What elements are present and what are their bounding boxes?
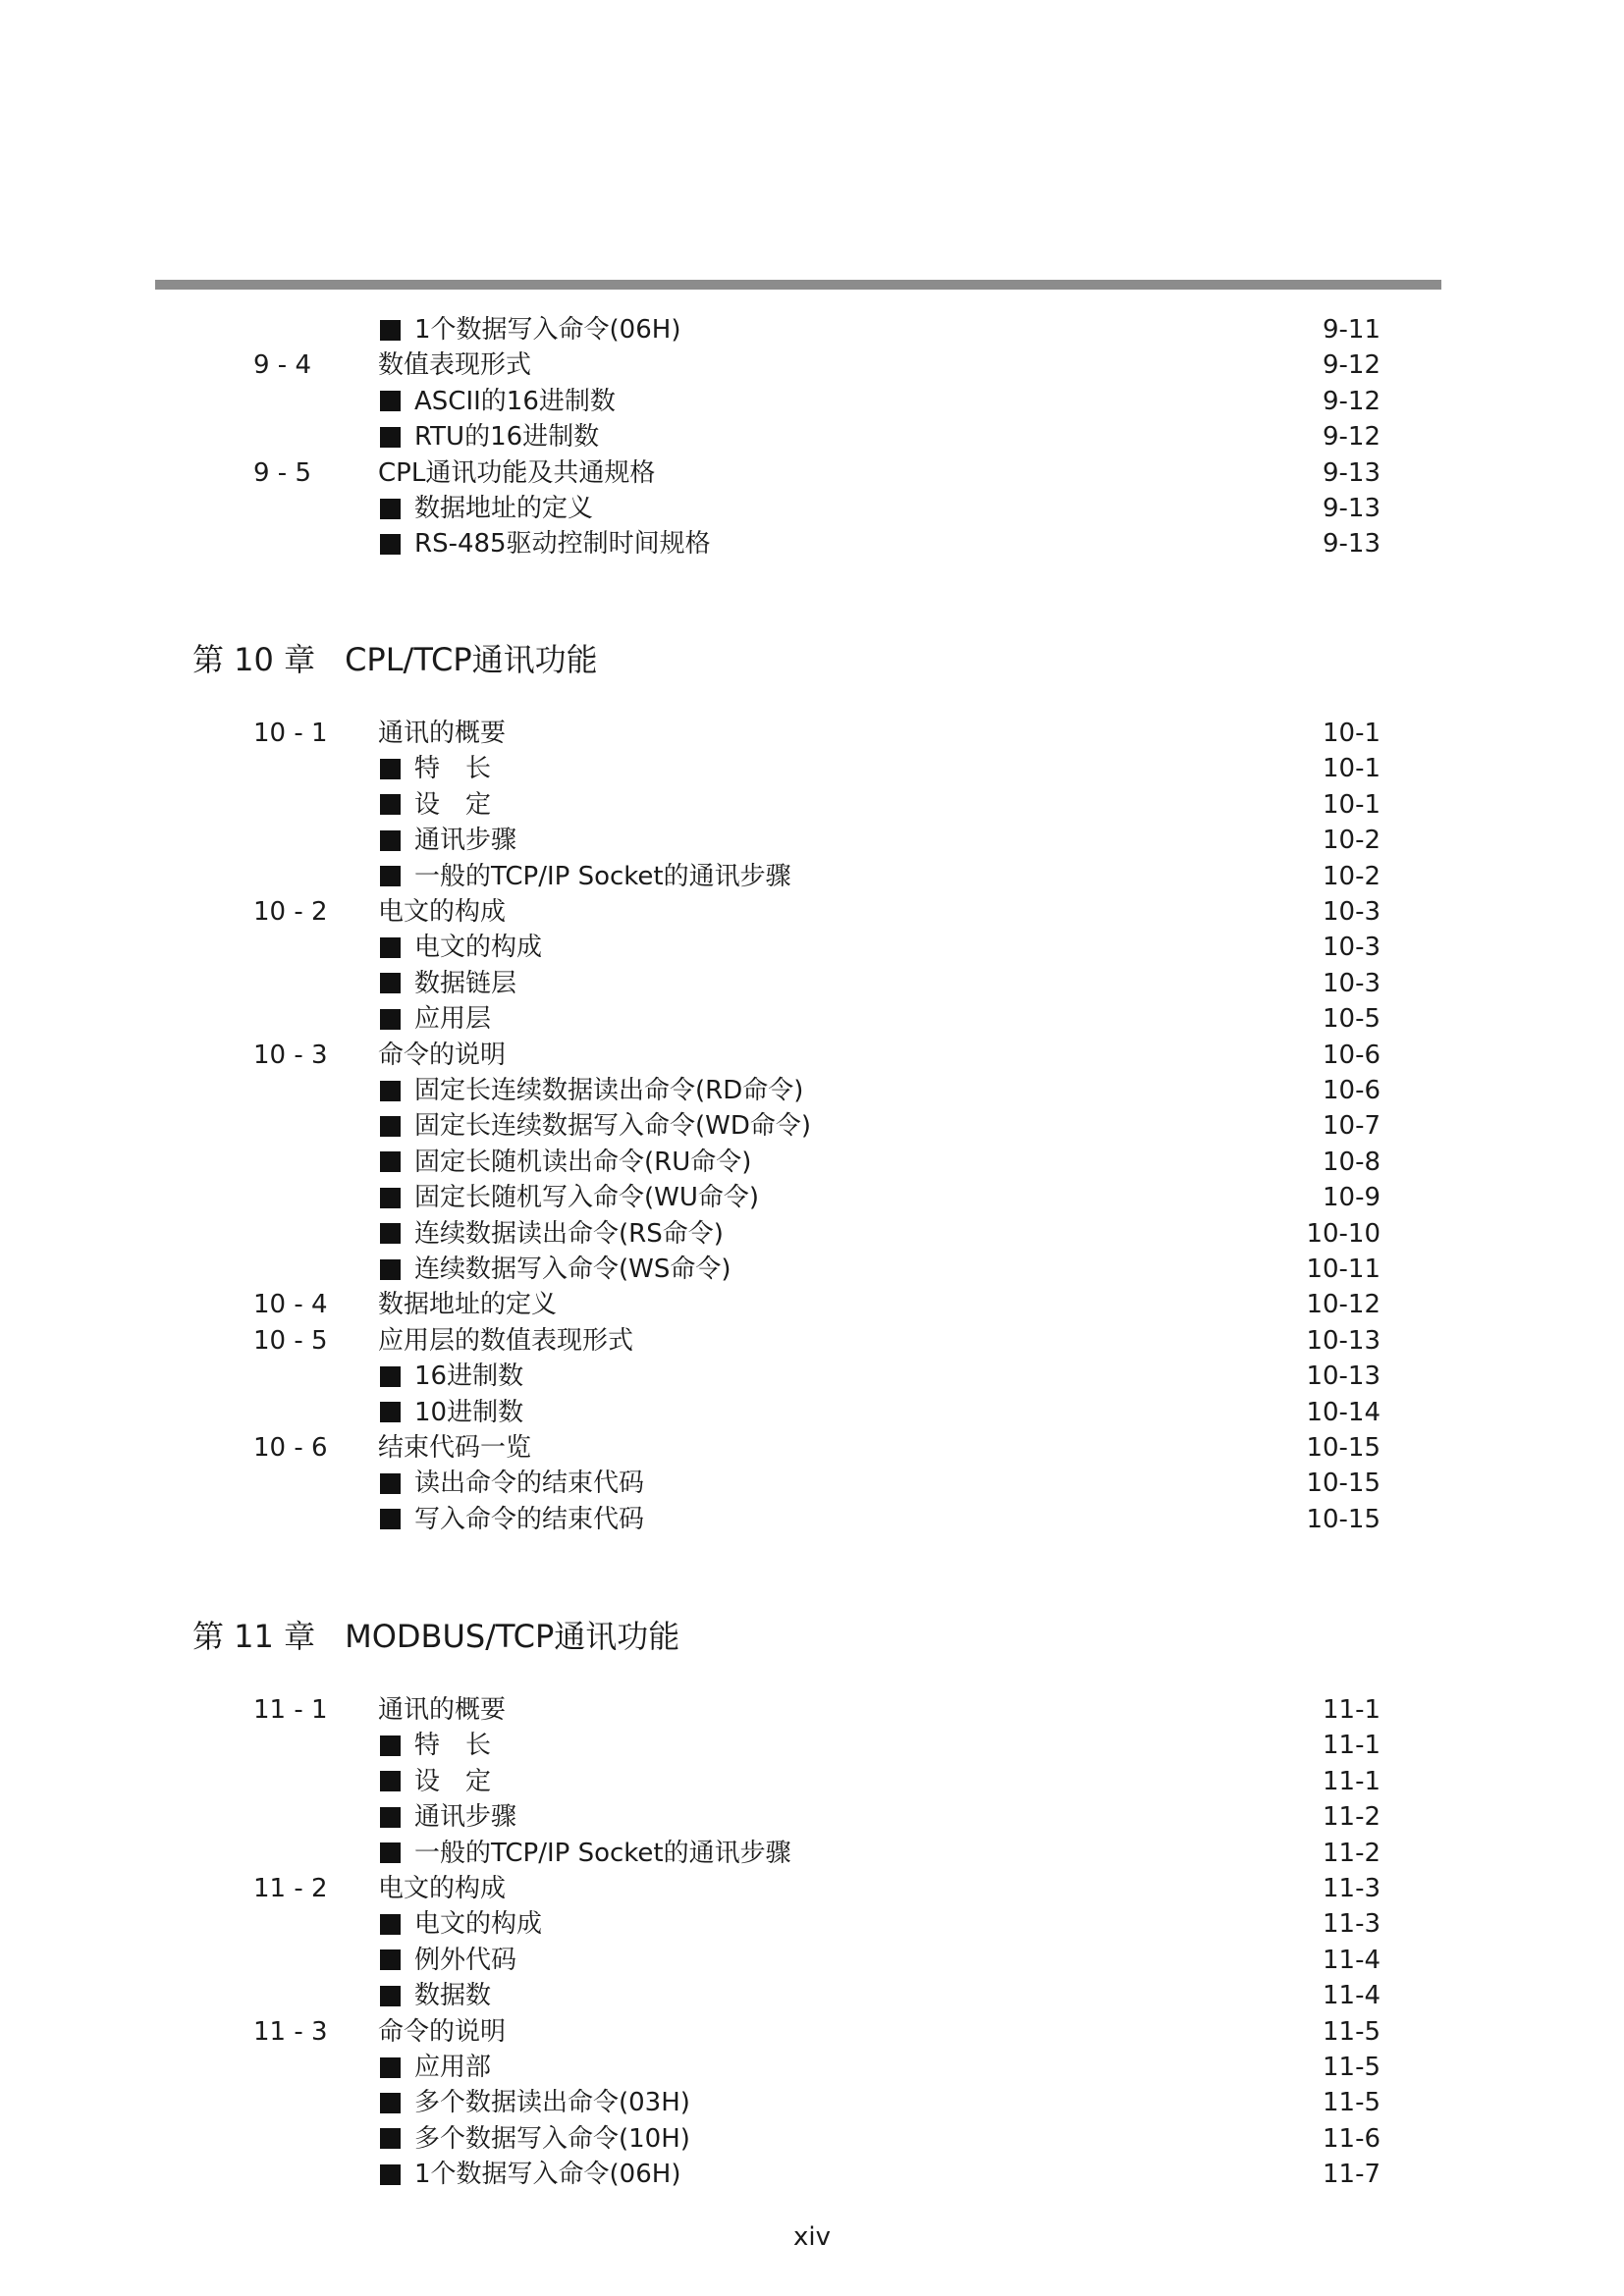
square-bullet-icon (380, 1949, 401, 1970)
dot-leader (546, 1906, 1319, 1942)
square-bullet-icon (380, 2093, 401, 2113)
square-bullet-icon (380, 830, 401, 851)
square-bullet-icon (380, 1116, 401, 1137)
entry-page-ref: 11-5 (1322, 2016, 1380, 2047)
entry-page-ref: 10-8 (1322, 1147, 1380, 1177)
toc-section-entry[interactable] (0, 1323, 1624, 1359)
entry-page-ref: 9-12 (1322, 350, 1380, 381)
toc-section-entry[interactable] (0, 1287, 1624, 1322)
toc-section-entry[interactable] (0, 1871, 1624, 1906)
toc-section-entry[interactable] (0, 894, 1624, 930)
dot-leader (648, 1466, 1302, 1501)
entry-page-ref: 10-15 (1306, 1468, 1380, 1499)
toc-subsection-entry[interactable] (0, 419, 1624, 454)
entry-line (380, 1799, 1380, 1835)
toc-subsection-entry[interactable] (0, 1180, 1624, 1215)
square-bullet-icon (380, 759, 401, 779)
toc-subsection-entry[interactable] (0, 312, 1624, 347)
entry-page-ref: 10-1 (1322, 754, 1380, 784)
entry-label: 固定长连续数据读出命令(RD命令) (414, 1076, 804, 1105)
entry-line (380, 1978, 1380, 2013)
entry-page-ref: 10-7 (1322, 1111, 1380, 1142)
square-bullet-icon (380, 427, 401, 448)
entry-label: 通讯的概要 (378, 1695, 507, 1725)
entry-line (380, 859, 1380, 894)
entry-label: 1个数据写入命令(06H) (414, 2160, 681, 2190)
dot-leader (510, 716, 1319, 751)
toc-subsection-entry[interactable] (0, 1728, 1624, 1763)
section-number: 10 - 2 (253, 897, 328, 927)
entry-line (380, 419, 1380, 454)
entry-line (380, 1001, 1380, 1037)
dot-leader (546, 930, 1319, 965)
entry-page-ref: 10-15 (1306, 1433, 1380, 1463)
entry-line (380, 2085, 1380, 2120)
entry-page-ref: 11-3 (1322, 1909, 1380, 1940)
entry-line (380, 1943, 1380, 1978)
toc-subsection-entry[interactable] (0, 1978, 1624, 2013)
toc-subsection-entry[interactable] (0, 859, 1624, 894)
toc-subsection-entry[interactable] (0, 1359, 1624, 1394)
entry-page-ref: 10-13 (1306, 1325, 1380, 1356)
dot-leader (520, 1799, 1319, 1835)
dot-leader (795, 1836, 1319, 1871)
dot-leader (495, 1728, 1319, 1763)
toc-subsection-entry[interactable] (0, 1906, 1624, 1942)
entry-label: 电文的构成 (378, 897, 507, 927)
entry-line (380, 1728, 1380, 1763)
entry-page-ref: 11-1 (1322, 1731, 1380, 1761)
entry-label: 应用层 (414, 1004, 492, 1035)
toc-subsection-entry[interactable] (0, 1502, 1624, 1537)
entry-line (380, 312, 1380, 347)
entry-page-ref: 10-13 (1306, 1362, 1380, 1392)
entry-line (380, 823, 1380, 858)
entry-page-ref: 11-5 (1322, 2053, 1380, 2082)
square-bullet-icon (380, 1223, 401, 1244)
section-number: 10 - 1 (253, 719, 328, 748)
square-bullet-icon (380, 937, 401, 958)
entry-label: 多个数据写入命令(10H) (414, 2123, 690, 2154)
toc-section-entry[interactable] (0, 1692, 1624, 1728)
entry-page-ref: 11-6 (1322, 2123, 1380, 2154)
entry-page-ref: 11-7 (1322, 2160, 1380, 2190)
square-bullet-icon (380, 1188, 401, 1208)
entry-label: 特 长 (414, 1731, 492, 1761)
entry-line (380, 491, 1380, 526)
dot-leader (807, 1073, 1319, 1108)
entry-label: 命令的说明 (378, 2016, 507, 2047)
dot-leader (535, 347, 1319, 383)
dot-leader (495, 1001, 1319, 1037)
entry-label: 数据地址的定义 (378, 1290, 558, 1320)
entry-page-ref: 10-3 (1322, 968, 1380, 998)
entry-line (378, 1323, 1380, 1359)
entry-label: 连续数据写入命令(WS命令) (414, 1255, 731, 1284)
square-bullet-icon (380, 320, 401, 341)
square-bullet-icon (380, 1771, 401, 1791)
entry-line (378, 1038, 1380, 1073)
square-bullet-icon (380, 391, 401, 411)
entry-page-ref: 9-13 (1322, 494, 1380, 523)
toc-subsection-entry[interactable] (0, 1799, 1624, 1835)
entry-line (380, 930, 1380, 965)
dot-leader (603, 419, 1319, 454)
dot-leader (659, 455, 1319, 491)
toc-subsection-entry[interactable] (0, 823, 1624, 858)
section-number: 10 - 3 (253, 1040, 328, 1070)
entry-line (380, 1073, 1380, 1108)
square-bullet-icon (380, 1914, 401, 1935)
entry-line (380, 1252, 1380, 1287)
square-bullet-icon (380, 1151, 401, 1172)
toc-section-entry[interactable] (0, 1430, 1624, 1466)
entry-label: 应用层的数值表现形式 (378, 1325, 634, 1356)
entry-label: 10进制数 (414, 1397, 524, 1427)
dot-leader (510, 1038, 1319, 1073)
entry-label: 特 长 (414, 754, 492, 784)
dot-leader (510, 1692, 1319, 1728)
toc-subsection-entry[interactable] (0, 526, 1624, 561)
entry-label: 电文的构成 (414, 933, 543, 963)
entry-label: 电文的构成 (378, 1874, 507, 1903)
square-bullet-icon (380, 1009, 401, 1030)
section-number: 11 - 2 (253, 1874, 328, 1903)
entry-line (380, 1764, 1380, 1799)
section-number: 11 - 1 (253, 1695, 328, 1725)
entry-line (378, 455, 1380, 491)
entry-page-ref: 10-2 (1322, 826, 1380, 856)
toc-subsection-entry[interactable] (0, 1943, 1624, 1978)
square-bullet-icon (380, 534, 401, 555)
entry-label: 多个数据读出命令(03H) (414, 2088, 690, 2118)
entry-page-ref: 10-10 (1306, 1218, 1380, 1249)
toc-subsection-entry[interactable] (0, 2121, 1624, 2157)
entry-page-ref: 11-4 (1322, 1981, 1380, 2011)
entry-label: 数据链层 (414, 968, 517, 998)
section-number: 11 - 3 (253, 2016, 328, 2047)
entry-line (380, 2157, 1380, 2192)
chapter-10-heading (192, 638, 1371, 681)
entry-line (378, 1430, 1380, 1466)
entry-page-ref: 10-5 (1322, 1004, 1380, 1035)
dot-leader (763, 1180, 1319, 1215)
entry-label: 应用部 (414, 2053, 492, 2082)
entry-page-ref: 10-14 (1306, 1397, 1380, 1427)
section-number: 10 - 5 (253, 1325, 328, 1356)
entry-page-ref: 10-12 (1306, 1290, 1380, 1320)
entry-page-ref: 10-11 (1306, 1255, 1380, 1284)
square-bullet-icon (380, 794, 401, 815)
entry-label: 16进制数 (414, 1362, 524, 1392)
entry-label: 一般的TCP/IP Socket的通讯步骤 (414, 861, 791, 891)
entry-label: 命令的说明 (378, 1040, 507, 1070)
chapter-number: 第 10 章 (192, 641, 316, 678)
chapter-11-heading (192, 1615, 1371, 1658)
dot-leader (728, 1216, 1303, 1252)
entry-page-ref: 10-3 (1322, 897, 1380, 927)
square-bullet-icon (380, 1402, 401, 1422)
entry-page-ref: 9-13 (1322, 457, 1380, 488)
toc-subsection-entry[interactable] (0, 1252, 1624, 1287)
entry-line (380, 1466, 1380, 1501)
dot-leader (495, 1764, 1319, 1799)
entry-page-ref: 9-11 (1322, 315, 1380, 345)
toc-subsection-entry[interactable] (0, 1836, 1624, 1871)
dot-leader (520, 1943, 1319, 1978)
header-rule (155, 280, 1441, 290)
dot-leader (648, 1502, 1302, 1537)
toc-subsection-entry[interactable] (0, 2157, 1624, 2192)
entry-label: RTU的16进制数 (414, 422, 600, 453)
entry-line (380, 787, 1380, 823)
entry-page-ref: 11-1 (1322, 1695, 1380, 1725)
entry-label: 连续数据读出命令(RS命令) (414, 1218, 724, 1249)
dot-leader (561, 1287, 1302, 1322)
dot-leader (684, 312, 1319, 347)
square-bullet-icon (380, 2057, 401, 2078)
dot-leader (495, 751, 1319, 786)
square-bullet-icon (380, 499, 401, 519)
dot-leader (527, 1359, 1302, 1394)
toc-subsection-entry[interactable] (0, 2050, 1624, 2085)
toc-subsection-entry[interactable] (0, 1145, 1624, 1180)
dot-leader (795, 859, 1319, 894)
dot-leader (815, 1108, 1319, 1144)
entry-page-ref: 10-9 (1322, 1183, 1380, 1213)
entry-line (378, 2014, 1380, 2050)
dot-leader (694, 2085, 1319, 2120)
entry-label: 数据数 (414, 1981, 492, 2011)
entry-line (380, 1836, 1380, 1871)
toc-subsection-entry[interactable] (0, 1108, 1624, 1144)
entry-line (380, 1180, 1380, 1215)
dot-leader (520, 823, 1319, 858)
toc-section-entry[interactable] (0, 1038, 1624, 1073)
entry-label: 固定长随机写入命令(WU命令) (414, 1183, 760, 1213)
entry-page-ref: 11-5 (1322, 2088, 1380, 2118)
toc-subsection-entry[interactable] (0, 930, 1624, 965)
entry-line (380, 751, 1380, 786)
entry-label: 写入命令的结束代码 (414, 1504, 645, 1534)
toc-subsection-entry[interactable] (0, 2085, 1624, 2120)
entry-line (378, 1871, 1380, 1906)
dot-leader (597, 491, 1319, 526)
entry-page-ref: 10-1 (1322, 789, 1380, 820)
square-bullet-icon (380, 1473, 401, 1494)
entry-label: 例外代码 (414, 1945, 517, 1975)
entry-page-ref: 10-1 (1322, 719, 1380, 748)
dot-leader (510, 2014, 1319, 2050)
entry-label: CPL通讯功能及共通规格 (378, 457, 656, 488)
entry-page-ref: 10-3 (1322, 933, 1380, 963)
dot-leader (495, 1978, 1319, 2013)
square-bullet-icon (380, 1259, 401, 1280)
entry-line (380, 1145, 1380, 1180)
section-number: 10 - 6 (253, 1433, 328, 1463)
dot-leader (684, 2157, 1319, 2192)
dot-leader (620, 384, 1319, 419)
square-bullet-icon (380, 866, 401, 886)
section-number: 9 - 5 (253, 457, 311, 488)
entry-page-ref: 10-2 (1322, 861, 1380, 891)
entry-page-ref: 11-1 (1322, 1766, 1380, 1796)
entry-page-ref: 11-4 (1322, 1945, 1380, 1975)
entry-line (380, 2050, 1380, 2085)
dot-leader (510, 894, 1319, 930)
toc-subsection-entry[interactable] (0, 1001, 1624, 1037)
entry-line (380, 1359, 1380, 1394)
toc-section-entry[interactable] (0, 2014, 1624, 2050)
entry-line (380, 384, 1380, 419)
entry-line (378, 894, 1380, 930)
dot-leader (735, 1252, 1303, 1287)
section-number: 9 - 4 (253, 350, 311, 381)
entry-label: 通讯步骤 (414, 1802, 517, 1833)
entry-line (380, 966, 1380, 1001)
dot-leader (755, 1145, 1319, 1180)
square-bullet-icon (380, 2128, 401, 2149)
entry-label: 通讯的概要 (378, 719, 507, 748)
dot-leader (694, 2121, 1319, 2157)
entry-page-ref: 11-2 (1322, 1802, 1380, 1833)
toc-subsection-entry[interactable] (0, 384, 1624, 419)
section-number: 10 - 4 (253, 1290, 328, 1320)
entry-line (380, 1216, 1380, 1252)
entry-label: 设 定 (414, 1766, 492, 1796)
toc-subsection-entry[interactable] (0, 787, 1624, 823)
dot-leader (527, 1395, 1302, 1430)
entry-label: 电文的构成 (414, 1909, 543, 1940)
entry-label: 固定长连续数据写入命令(WD命令) (414, 1111, 812, 1142)
entry-label: 设 定 (414, 789, 492, 820)
chapter-title: MODBUS/TCP通讯功能 (345, 1618, 680, 1655)
entry-page-ref: 10-15 (1306, 1504, 1380, 1534)
square-bullet-icon (380, 1807, 401, 1828)
entry-label: 数据地址的定义 (414, 494, 594, 523)
entry-page-ref: 10-6 (1322, 1076, 1380, 1105)
entry-line (380, 526, 1380, 561)
dot-leader (495, 2050, 1319, 2085)
toc-section-entry[interactable] (0, 347, 1624, 383)
entry-line (380, 1502, 1380, 1537)
square-bullet-icon (380, 2164, 401, 2185)
entry-label: ASCII的16进制数 (414, 386, 616, 416)
entry-line (380, 1906, 1380, 1942)
entry-label: 固定长随机读出命令(RU命令) (414, 1147, 752, 1177)
square-bullet-icon (380, 1986, 401, 2006)
entry-line (378, 347, 1380, 383)
dot-leader (637, 1323, 1302, 1359)
square-bullet-icon (380, 1366, 401, 1387)
toc-subsection-entry[interactable] (0, 1466, 1624, 1501)
square-bullet-icon (380, 1735, 401, 1756)
dot-leader (535, 1430, 1302, 1466)
chapter-number: 第 11 章 (192, 1618, 316, 1655)
entry-page-ref: 10-6 (1322, 1040, 1380, 1070)
entry-page-ref: 11-3 (1322, 1874, 1380, 1903)
toc-subsection-entry[interactable] (0, 751, 1624, 786)
entry-line (378, 1692, 1380, 1728)
entry-line (380, 1395, 1380, 1430)
toc-subsection-entry[interactable] (0, 491, 1624, 526)
square-bullet-icon (380, 1509, 401, 1529)
entry-line (378, 716, 1380, 751)
dot-leader (520, 966, 1319, 1001)
toc-subsection-entry[interactable] (0, 1764, 1624, 1799)
chapter-title: CPL/TCP通讯功能 (345, 641, 598, 678)
entry-label: 数值表现形式 (378, 350, 532, 381)
entry-label: RS-485驱动控制时间规格 (414, 529, 711, 560)
entry-label: 1个数据写入命令(06H) (414, 315, 681, 345)
entry-label: 一般的TCP/IP Socket的通讯步骤 (414, 1838, 791, 1868)
dot-leader (715, 526, 1319, 561)
entry-label: 结束代码一览 (378, 1433, 532, 1463)
entry-label: 通讯步骤 (414, 826, 517, 856)
entry-page-ref: 9-12 (1322, 386, 1380, 416)
entry-label: 读出命令的结束代码 (414, 1468, 645, 1499)
toc-subsection-entry[interactable] (0, 1395, 1624, 1430)
square-bullet-icon (380, 1081, 401, 1101)
toc-section-entry[interactable] (0, 455, 1624, 491)
square-bullet-icon (380, 973, 401, 993)
toc-subsection-entry[interactable] (0, 1216, 1624, 1252)
entry-page-ref: 9-12 (1322, 422, 1380, 453)
dot-leader (510, 1871, 1319, 1906)
toc-section-entry[interactable] (0, 716, 1624, 751)
entry-line (380, 2121, 1380, 2157)
square-bullet-icon (380, 1842, 401, 1863)
entry-page-ref: 11-2 (1322, 1838, 1380, 1868)
entry-page-ref: 9-13 (1322, 529, 1380, 560)
page-number: xiv (793, 2222, 831, 2252)
entry-line (380, 1108, 1380, 1144)
entry-line (378, 1287, 1380, 1322)
toc-subsection-entry[interactable] (0, 1073, 1624, 1108)
dot-leader (495, 787, 1319, 823)
toc-subsection-entry[interactable] (0, 966, 1624, 1001)
